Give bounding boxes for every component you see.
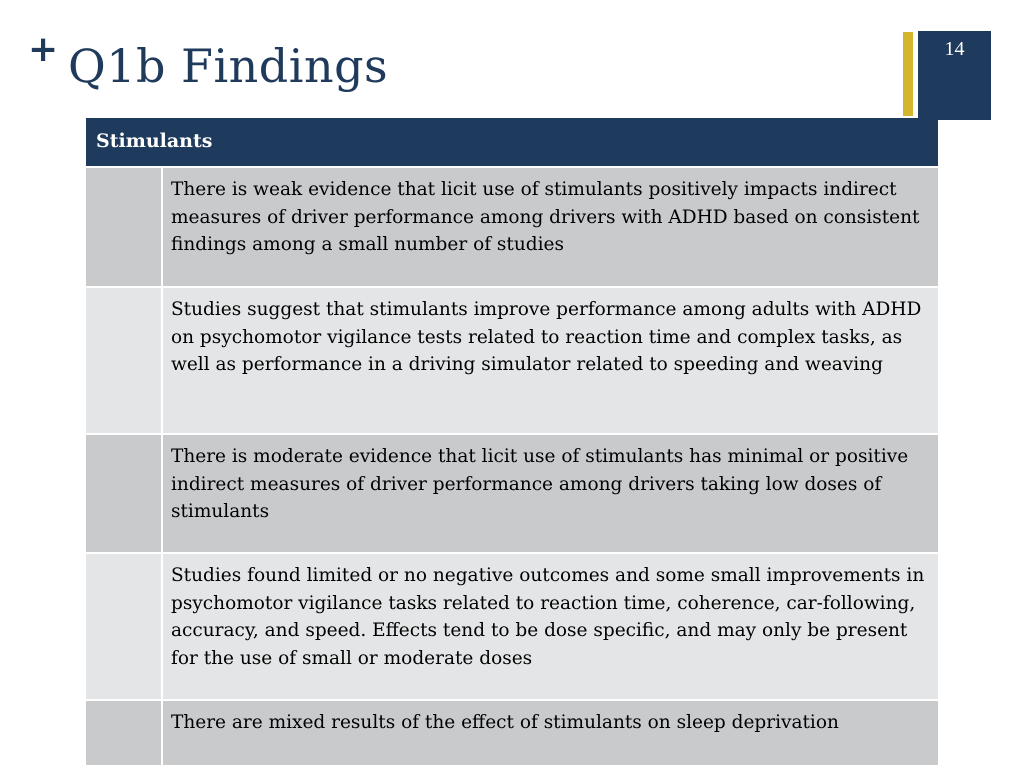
slide-title: Q1b Findings: [68, 39, 389, 93]
table-row: [86, 699, 938, 765]
row-text: Studies suggest that stimulants improve performance among adults with ADHD on psychomotor vigilance tests related to reaction time and complex tasks, as well as performance in a driving simulator related to speeding and weaving: [171, 299, 922, 375]
row-text: There are mixed results of the effect of stimulants on sleep deprivation: [171, 712, 839, 733]
table-row: [86, 166, 938, 286]
row-marker-cell: [86, 288, 163, 433]
row-marker-cell: [86, 554, 163, 699]
row-text: Studies found limited or no negative outcomes and some small improvements in psychomotor vigilance tasks related to reaction time, coherence, car-following, accuracy, and speed. Effects tend to be dose specific, and may only be present for the use of small or moderate doses: [171, 565, 925, 669]
page-number: 14: [944, 38, 965, 60]
plus-icon: +: [28, 29, 59, 70]
table-row: [86, 286, 938, 433]
table-row: [86, 552, 938, 699]
row-marker-cell: [86, 168, 163, 286]
row-text: There is weak evidence that licit use of stimulants positively impacts indirect measures of driver performance among drivers with ADHD based on consistent findings among a small number of studies: [171, 179, 920, 255]
row-text: There is moderate evidence that licit use of stimulants has minimal or positive indirect measures of driver performance among drivers taking low doses of stimulants: [171, 446, 909, 522]
findings-table: [86, 118, 938, 765]
row-marker-cell: [86, 435, 163, 552]
accent-bar: [903, 32, 913, 116]
table-header: Stimulants: [86, 118, 938, 166]
table-row: [86, 433, 938, 552]
row-marker-cell: [86, 701, 163, 765]
